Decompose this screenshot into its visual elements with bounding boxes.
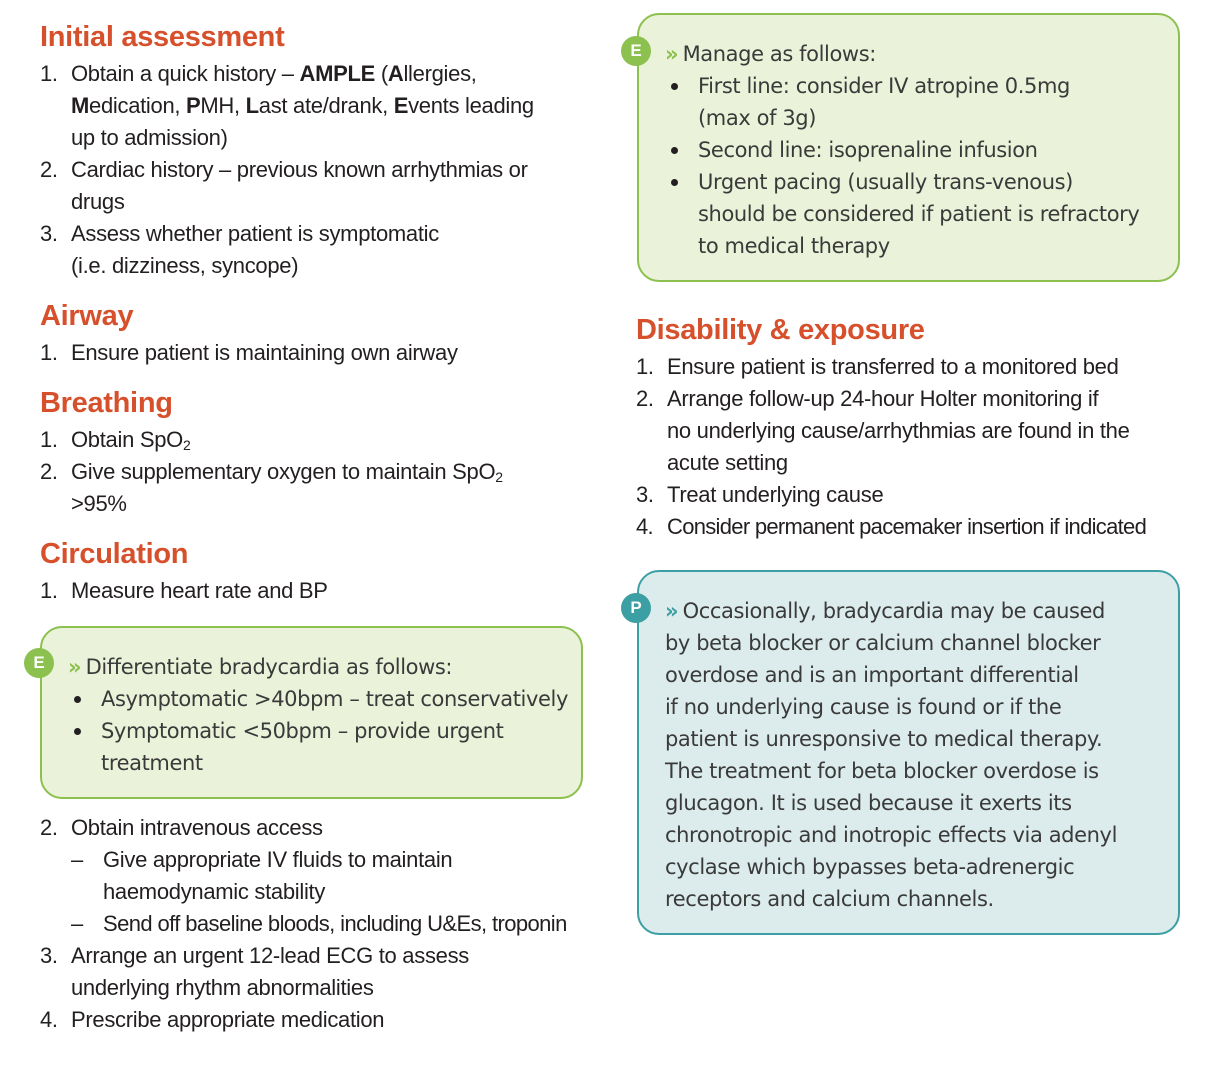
list-item xyxy=(40,575,600,607)
item-number: 1. xyxy=(40,61,58,86)
pearl-line: overdose and is an important differential xyxy=(665,663,1079,687)
evidence-badge-icon: E xyxy=(24,648,54,678)
pearl-line: cyclase which bypasses beta-adrenergic xyxy=(665,855,1075,879)
callout-content xyxy=(68,651,571,779)
list-item xyxy=(636,479,1196,511)
callout-heading xyxy=(68,651,571,683)
list-item xyxy=(40,424,600,456)
item-text: drugs xyxy=(71,189,125,214)
item-number: 1. xyxy=(636,354,654,379)
item-number: 2. xyxy=(40,157,58,182)
disability-heading: Disability & exposure xyxy=(636,314,925,346)
item-bold: E xyxy=(393,93,409,118)
pearl-text: Occasionally, bradycardia may be caused xyxy=(682,599,1105,623)
pearl-line: glucagon. It is used because it exerts its xyxy=(665,791,1072,815)
disability-section xyxy=(636,313,1196,543)
item-bold: A xyxy=(387,61,404,86)
item-text: Consider permanent pacemaker insertion if indicated xyxy=(667,514,1147,539)
bullet-dot-icon xyxy=(671,179,678,186)
list-item xyxy=(40,940,600,1004)
breathing-list xyxy=(40,424,600,520)
item-text: Obtain intravenous access xyxy=(71,815,323,840)
item-text: llergies, xyxy=(403,61,477,86)
subscript: 2 xyxy=(182,437,191,453)
item-number: 1. xyxy=(40,578,58,603)
callout-content xyxy=(665,38,1168,262)
list-item xyxy=(40,218,600,282)
airway-heading: Airway xyxy=(40,300,134,332)
bullet-text: Symptomatic <50bpm – provide urgent xyxy=(101,719,504,743)
bullet-item xyxy=(665,70,1168,134)
item-number: 3. xyxy=(40,943,58,968)
item-text: ( xyxy=(375,61,388,86)
item-text: Arrange follow-up 24-hour Holter monitoring if xyxy=(667,386,1099,411)
pearl-line xyxy=(665,595,1170,627)
item-number: 2. xyxy=(636,386,654,411)
item-text: Obtain a quick history – xyxy=(71,61,300,86)
item-text: haemodynamic stability xyxy=(103,879,326,904)
bullet-dot-icon xyxy=(74,696,81,703)
item-text: Assess whether patient is symptomatic xyxy=(71,221,439,246)
evidence-badge-icon: E xyxy=(621,36,651,66)
manage-callout-box xyxy=(637,13,1180,282)
bullet-text: should be considered if patient is refractory xyxy=(698,202,1140,226)
item-text: Ensure patient is maintaining own airway xyxy=(71,340,458,365)
airway-section xyxy=(40,299,600,369)
item-text: Treat underlying cause xyxy=(667,482,884,507)
bullet-text: treatment xyxy=(101,751,203,775)
pearl-line: if no underlying cause is found or if the xyxy=(665,695,1062,719)
double-chevron-icon: » xyxy=(665,42,675,66)
differentiate-callout-box xyxy=(40,626,583,799)
pearl-line: patient is unresponsive to medical therapy. xyxy=(665,727,1103,751)
callout-heading xyxy=(665,38,1168,70)
item-bold: P xyxy=(186,93,201,118)
bullet-item xyxy=(68,683,571,715)
item-number: 1. xyxy=(40,340,58,365)
list-item xyxy=(40,812,600,844)
item-text: Obtain SpO xyxy=(71,427,183,452)
circulation-section xyxy=(40,537,600,607)
initial-assessment-list xyxy=(40,58,600,282)
item-text: Send off baseline bloods, including U&Es, troponin xyxy=(103,911,567,936)
item-text: Cardiac history – previous known arrhythmias or xyxy=(71,157,528,182)
callout-content xyxy=(665,595,1170,915)
bullet-text: Urgent pacing (usually trans-venous) xyxy=(698,170,1073,194)
item-text: Prescribe appropriate medication xyxy=(71,1007,385,1032)
callout-heading-text: Differentiate bradycardia as follows: xyxy=(85,655,453,679)
bullet-item xyxy=(665,166,1168,262)
bullet-text: (max of 3g) xyxy=(698,106,817,130)
list-item xyxy=(636,511,1196,543)
item-bold: L xyxy=(245,93,259,118)
item-text: Ensure patient is transferred to a monitored bed xyxy=(667,354,1119,379)
circulation-heading: Circulation xyxy=(40,538,189,570)
bullet-dot-icon xyxy=(74,728,81,735)
item-text: >95% xyxy=(71,491,127,516)
pearl-callout-box xyxy=(637,570,1180,935)
circulation-list-b xyxy=(40,812,600,1036)
bullet-text: First line: consider IV atropine 0.5mg xyxy=(698,74,1070,98)
item-text: edication, xyxy=(89,93,187,118)
initial-assessment-section xyxy=(40,20,600,282)
item-number: 3. xyxy=(40,221,58,246)
item-text: Give supplementary oxygen to maintain SpO xyxy=(71,459,496,484)
item-text: acute setting xyxy=(667,450,788,475)
item-text: underlying rhythm abnormalities xyxy=(71,975,374,1000)
dash-marker: – xyxy=(71,847,83,872)
bullet-item xyxy=(665,134,1168,166)
item-text: Give appropriate IV fluids to maintain xyxy=(103,847,453,872)
bullet-item xyxy=(68,715,571,779)
item-bold: AMPLE xyxy=(299,61,376,86)
item-number: 4. xyxy=(636,514,653,539)
pearl-line: receptors and calcium channels. xyxy=(665,887,994,911)
item-text: Arrange an urgent 12-lead ECG to assess xyxy=(71,943,469,968)
item-number: 3. xyxy=(636,482,654,507)
item-text: vents leading xyxy=(408,93,534,118)
sub-item xyxy=(40,908,600,940)
bullet-dot-icon xyxy=(671,147,678,154)
list-item xyxy=(636,383,1196,479)
pearl-line: chronotropic and inotropic effects via adenyl xyxy=(665,823,1118,847)
bullet-text: Second line: isoprenaline infusion xyxy=(698,138,1038,162)
list-item xyxy=(636,351,1196,383)
callout-heading-text: Manage as follows: xyxy=(682,42,876,66)
list-item xyxy=(40,456,600,520)
bullet-text: to medical therapy xyxy=(698,234,890,258)
list-item xyxy=(40,1004,600,1036)
initial-assessment-heading: Initial assessment xyxy=(40,21,285,53)
item-text: up to admission) xyxy=(71,125,228,150)
pearl-line: by beta blocker or calcium channel blocker xyxy=(665,631,1101,655)
item-number: 4. xyxy=(40,1007,58,1032)
item-text: MH, xyxy=(200,93,246,118)
circulation-continued xyxy=(40,812,600,1036)
item-number: 2. xyxy=(40,459,58,484)
bullet-dot-icon xyxy=(671,83,678,90)
bullet-text: Asymptomatic >40bpm – treat conservatively xyxy=(101,687,568,711)
airway-list xyxy=(40,337,600,369)
circulation-list-a xyxy=(40,575,600,607)
list-item xyxy=(40,154,600,218)
breathing-heading: Breathing xyxy=(40,387,173,419)
sub-item xyxy=(40,844,600,908)
pearl-line: The treatment for beta blocker overdose is xyxy=(665,759,1099,783)
item-number: 2. xyxy=(40,815,58,840)
double-chevron-icon: » xyxy=(68,655,78,679)
double-chevron-icon: » xyxy=(665,599,675,623)
pearl-badge-icon: P xyxy=(621,593,651,623)
dash-marker: – xyxy=(71,911,83,936)
item-bold: M xyxy=(71,93,90,118)
item-text: (i.e. dizziness, syncope) xyxy=(71,253,299,278)
item-text: Measure heart rate and BP xyxy=(71,578,328,603)
breathing-section xyxy=(40,386,600,520)
list-item xyxy=(40,58,600,154)
item-text: ast ate/drank, xyxy=(258,93,394,118)
item-text: no underlying cause/arrhythmias are found in the xyxy=(667,418,1130,443)
disability-list xyxy=(636,351,1196,543)
list-item xyxy=(40,337,600,369)
subscript: 2 xyxy=(495,469,503,485)
item-number: 1. xyxy=(40,427,58,452)
